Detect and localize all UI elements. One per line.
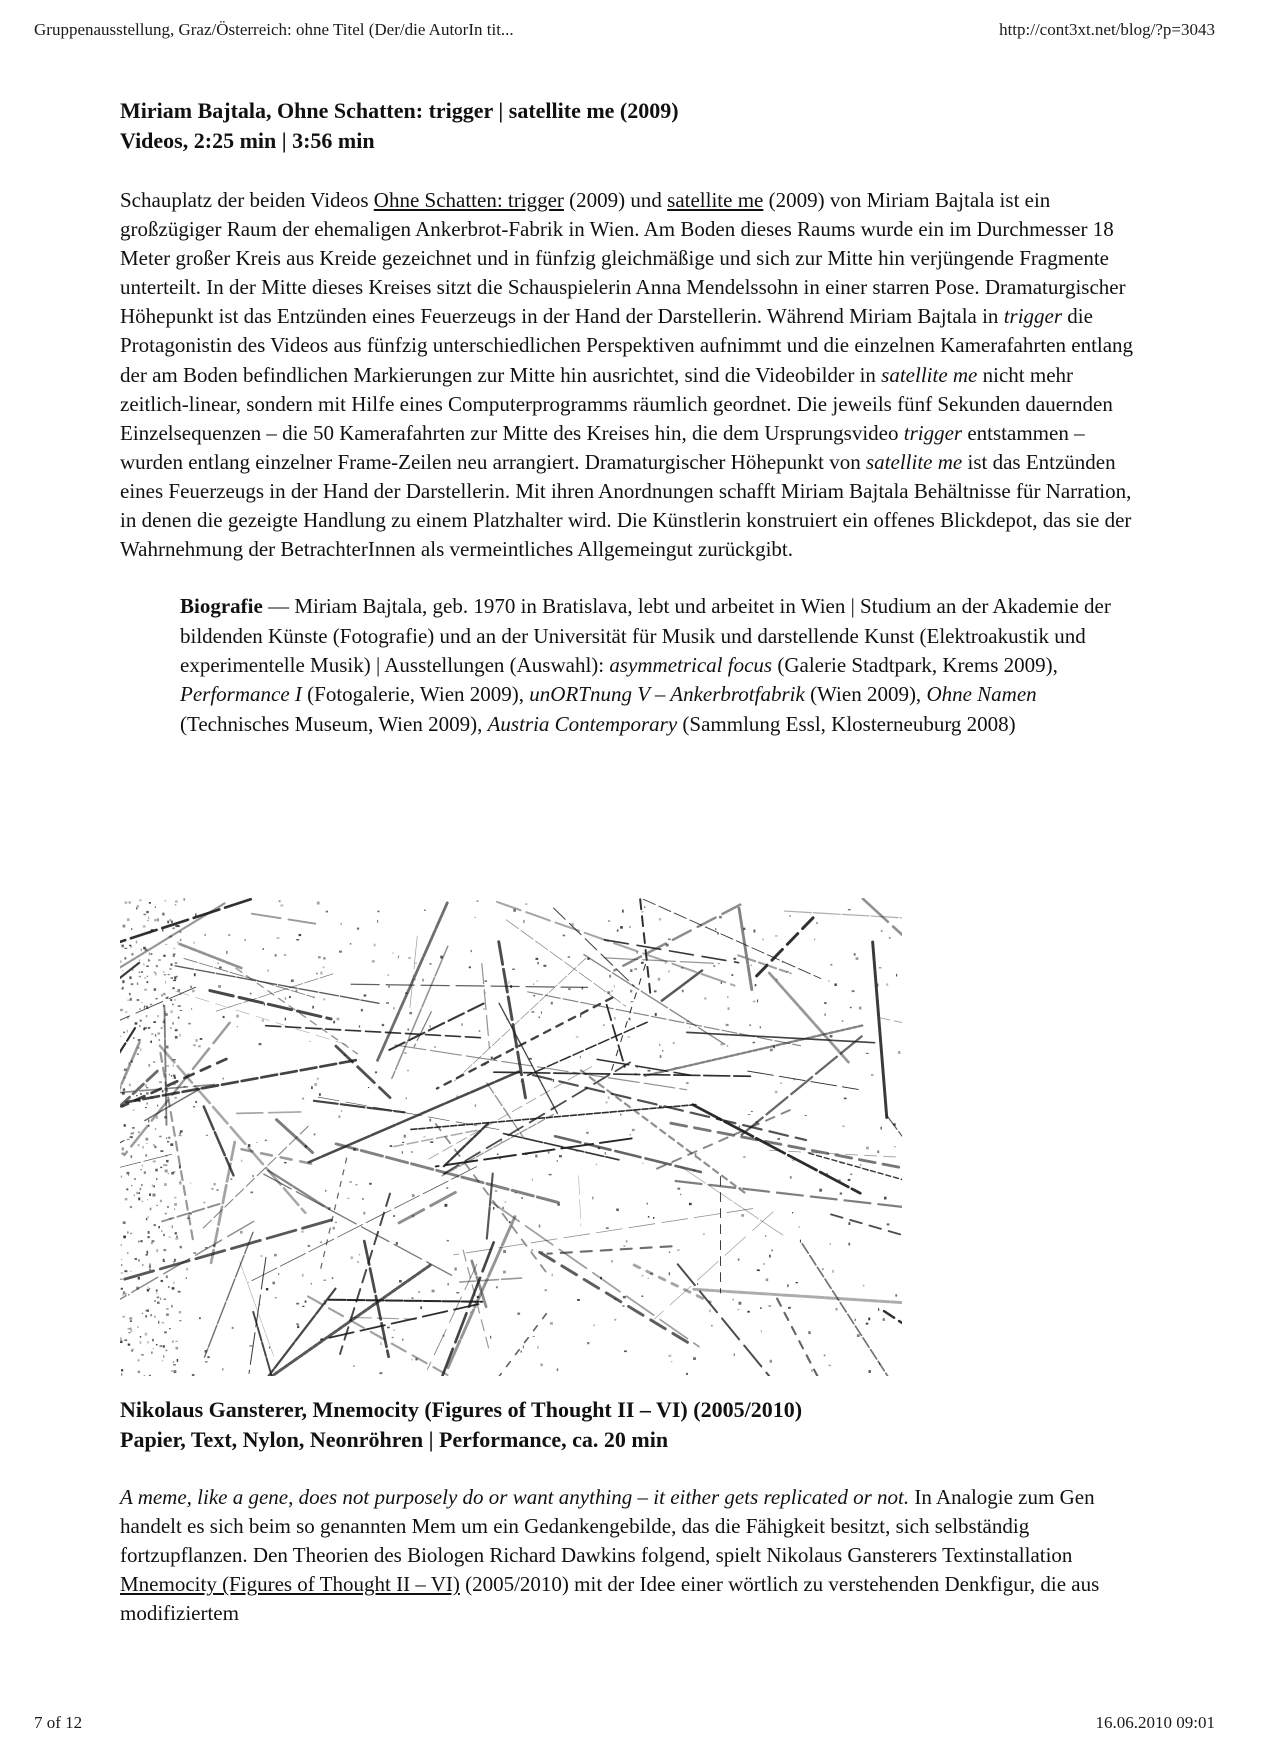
text-run: Schauplatz der beiden Videos	[120, 188, 374, 212]
text-run: (2005/2010) mit der Idee einer wörtlich zu verstehenden Denkfigur, die aus modifiziertem	[120, 1572, 1100, 1626]
artwork-photo	[120, 898, 902, 1376]
italic-title: asymmetrical focus	[609, 653, 773, 678]
print-footer	[34, 1713, 1215, 1733]
italic-title: Austria Contemporary	[487, 711, 678, 736]
italic-title: trigger	[903, 420, 963, 445]
text-run: (Sammlung Essl, Klosterneuburg 2008)	[677, 711, 1016, 736]
italic-title: trigger	[1003, 304, 1063, 329]
text-run: (Galerie Stadtpark, Krems 2009),	[772, 653, 1058, 678]
biography	[180, 592, 1140, 739]
link-satellite-me[interactable]: satellite me	[667, 188, 764, 212]
italic-title: unORTnung V – Ankerbrotfabrik	[529, 682, 805, 707]
page-title: Gruppenausstellung, Graz/Österreich: ohne Titel (Der/die AutorIn tit...	[34, 20, 514, 39]
text-run: (2009) von Miriam Bajtala ist ein großzügiger Raum der ehemaligen Ankerbrot-Fabrik in Wien. Am Boden dieses Raums wurde ein im Durchmesser 18 Meter großer Kreis aus Kreide gezeichnet und in fünfzig gleichmäßige und sich zur Mitte hin verjüngende Fragmente unterteilt. In der Mitte dieses Kreises sitzt die Schauspielerin Anna Mendelssohn in einer starren Pose. Dramaturgischer Höhepunkt ist das Entzünden eines Feuerzeugs in der Hand der Darstellerin. Während Miriam Bajtala in	[120, 188, 1126, 329]
meme-quote: A meme, like a gene, does not purposely do or want anything – it either gets replicated or not.	[120, 1485, 910, 1509]
italic-title: satellite me	[866, 449, 963, 474]
work-description	[120, 186, 1140, 564]
text-run: (Technisches Museum, Wien 2009),	[180, 711, 488, 736]
print-datetime: 16.06.2010 09:01	[1095, 1713, 1215, 1732]
text-run: In Analogie zum Gen handelt es sich beim so genannten Mem um ein Gedankengebilde, das die Fähigkeit besitzt, sich selbständig fortzupflanzen. Den Theorien des Biologen Richard Dawkins folgend, spielt Nikolaus Gansterers Textinstallation	[120, 1485, 1095, 1568]
work-title-line2: Papier, Text, Nylon, Neonröhren | Performance, ca. 20 min	[120, 1427, 669, 1452]
text-run: ist das Entzünden eines Feuerzeugs in der Hand der Darstellerin. Mit ihren Anordnungen schafft Miriam Bajtala Behältnisse für Narration, in denen die gezeigte Handlung zu einem Platzhalter wird. Die Künstlerin konstruiert ein offenes Blickdepot, das sie der Wahrnehmung der BetrachterInnen als vermeintliches Allgemeingut zurückgibt.	[120, 449, 1132, 562]
text-run: (Wien 2009),	[804, 682, 927, 707]
work-title	[120, 96, 1140, 156]
link-mnemocity[interactable]: Mnemocity (Figures of Thought II – VI)	[120, 1572, 460, 1597]
work-title-line1: Nikolaus Gansterer, Mnemocity (Figures of Thought II – VI) (2005/2010)	[120, 1397, 803, 1422]
text-run: (2009) und	[563, 188, 668, 212]
italic-title: satellite me	[881, 362, 978, 387]
page-url[interactable]: http://cont3xt.net/blog/?p=3043	[999, 20, 1215, 39]
work-title-line2: Videos, 2:25 min | 3:56 min	[120, 128, 375, 153]
text-run: nicht mehr zeitlich-linear, sondern mit Hilfe eines Computerprogramms räumlich geordnet. Die jeweils fünf Sekunden dauernden Einzelsequenzen – die 50 Kamerafahrten zur Mitte des Kreises hin, die dem Ursprungsvideo	[120, 362, 1113, 445]
section-gansterer	[120, 1395, 1160, 1628]
work-title	[120, 1395, 1160, 1455]
section-bajtala	[120, 96, 1140, 760]
link-ohne-schatten[interactable]: Ohne Schatten: trigger	[373, 188, 564, 212]
bio-label: Biografie	[180, 594, 263, 619]
work-description	[120, 1483, 1140, 1628]
print-header	[34, 20, 1215, 40]
text-run: entstammen – wurden entlang einzelner Frame-Zeilen neu arrangiert. Dramaturgischer Höhepunkt von	[120, 420, 1085, 474]
italic-title: Ohne Namen	[926, 682, 1037, 707]
text-run: die Protagonistin des Videos aus fünfzig unterschiedlichen Perspektiven aufnimmt und die einzelnen Kamerafahrten entlang der am Boden befindlichen Markierungen zur Mitte hin ausrichtet, sind die Videobilder in	[120, 304, 1134, 387]
text-run: (Fotogalerie, Wien 2009),	[301, 682, 530, 707]
work-title-line1: Miriam Bajtala, Ohne Schatten: trigger | satellite me (2009)	[120, 98, 679, 123]
page-number: 7 of 12	[34, 1713, 83, 1732]
text-run: — Miriam Bajtala, geb. 1970 in Bratislava, lebt und arbeitet in Wien | Studium an der Akademie der bildenden Künste (Fotografie) und an der Universität für Musik und darstellende Kunst (Elektroakustik und experimentelle Musik) | Ausstellungen (Auswahl):	[180, 594, 1111, 678]
italic-title: Performance I	[180, 682, 302, 707]
